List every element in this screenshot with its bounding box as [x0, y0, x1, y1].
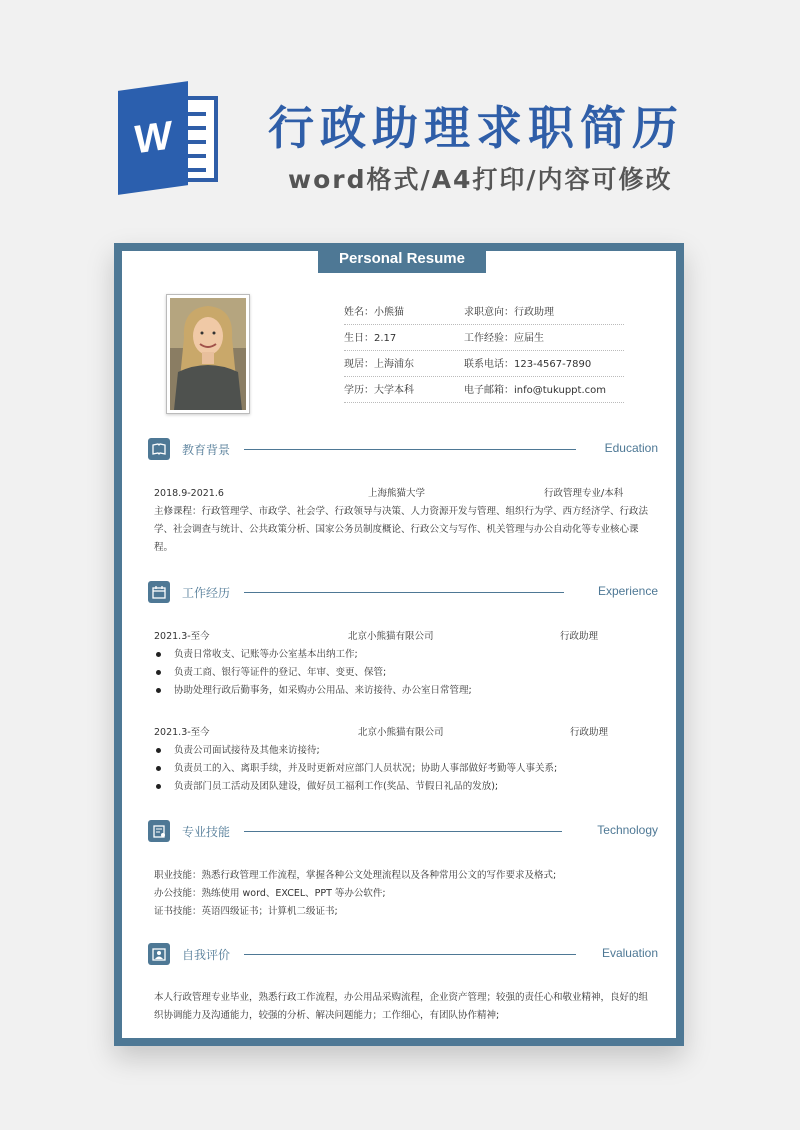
word-logo-icon [118, 86, 218, 190]
personal-info [344, 299, 624, 403]
job-entry: 2021.3-至今 北京小熊猫有限公司 行政助理 负责日常收支、记账等办公室基本出纳工作; 负责工商、银行等证件的登记、年审、变更、保管; 协助处理行政后勤事务，如采购办公用品、来访接待、办公室日常管理; [154, 628, 654, 700]
phone-value: 123-4567-7890 [514, 359, 592, 370]
resume-card [114, 243, 684, 1046]
job-intent-value: 行政助理 [514, 307, 554, 318]
info-row: 姓名：小熊猫 求职意向：行政助理 [344, 299, 624, 325]
page-subtitle: word格式/A4打印/内容可修改 [288, 165, 673, 194]
list-item: 负责日常收支、记账等办公室基本出纳工作; [154, 646, 654, 664]
info-row: 学历：大学本科 电子邮箱：info@tukuppt.com [344, 377, 624, 403]
list-item: 负责工商、银行等证件的登记、年审、变更、保管; [154, 664, 654, 682]
residence-value: 上海浦东 [374, 359, 414, 370]
degree-value: 大学本科 [374, 385, 414, 396]
edu-courses: 主修课程：行政管理学、市政学、社会学、行政领导与决策、人力资源开发与管理、组织行为学、西方经济学、行政法学、社会调查与统计、公共政策分析、国家公务员制度概论、行政公文与写作、机关管理与办公自动化等专业核心课程。 [154, 506, 649, 553]
calendar-icon [148, 581, 170, 603]
experience-value: 应届生 [514, 333, 544, 344]
certificate-icon [148, 820, 170, 842]
education-header: 教育背景 Education [148, 438, 658, 462]
evaluation-header: 自我评价 Evaluation [148, 943, 658, 967]
edu-school: 上海熊猫大学 [368, 488, 426, 499]
email-value: info@tukuppt.com [514, 385, 606, 396]
page-title: 行政助理求职简历 [268, 101, 684, 155]
info-row: 生日：2.17 工作经验：应届生 [344, 325, 624, 351]
experience-header: 工作经历 Experience [148, 581, 658, 605]
skill-line: 职业技能：熟悉行政管理工作流程，掌握各种公文处理流程以及各种常用公文的写作要求及格式; [154, 870, 557, 881]
skill-line: 办公技能：熟练使用 word、EXCEL、PPT 等办公软件; [154, 888, 386, 899]
profile-photo [166, 294, 250, 414]
evaluation-content: 本人行政管理专业毕业，熟悉行政工作流程，办公用品采购流程，企业资产管理；较强的责任心和敬业精神，良好的组织协调能力及沟通能力，较强的分析、解决问题能力；工作细心，有团队协作精神; [154, 992, 649, 1021]
skills-content [154, 867, 654, 921]
edu-major: 行政管理专业/本科 [544, 488, 624, 499]
name-value: 小熊猫 [374, 307, 404, 318]
resume-tab-label: Personal Resume [318, 247, 486, 273]
job-entry: 2021.3-至今 北京小熊猫有限公司 行政助理 负责公司面试接待及其他来访接待; 负责员工的入、离职手续，并及时更新对应部门人员状况；协助人事部做好考勤等人事关系; 负责部门员工活动及团队建设，做好员工福利工作(奖品、节假日礼品的发放); [154, 724, 654, 796]
list-item: 负责员工的入、离职手续，并及时更新对应部门人员状况；协助人事部做好考勤等人事关系; [154, 760, 654, 778]
list-item: 负责部门员工活动及团队建设，做好员工福利工作(奖品、节假日礼品的发放); [154, 778, 654, 796]
skill-line: 证书技能：英语四级证书；计算机二级证书; [154, 906, 338, 917]
education-content [154, 485, 654, 557]
list-item: 负责公司面试接待及其他来访接待; [154, 742, 654, 760]
birthday-value: 2.17 [374, 333, 397, 344]
resume-page [122, 251, 676, 1038]
info-row: 现居：上海浦东 联系电话：123-4567-7890 [344, 351, 624, 377]
person-icon [148, 943, 170, 965]
word-logo-letter: W [118, 81, 188, 195]
edu-period: 2018.9-2021.6 [154, 488, 224, 499]
skills-header: 专业技能 Technology [148, 820, 658, 844]
book-icon [148, 438, 170, 460]
list-item: 协助处理行政后勤事务，如采购办公用品、来访接待、办公室日常管理; [154, 682, 654, 700]
